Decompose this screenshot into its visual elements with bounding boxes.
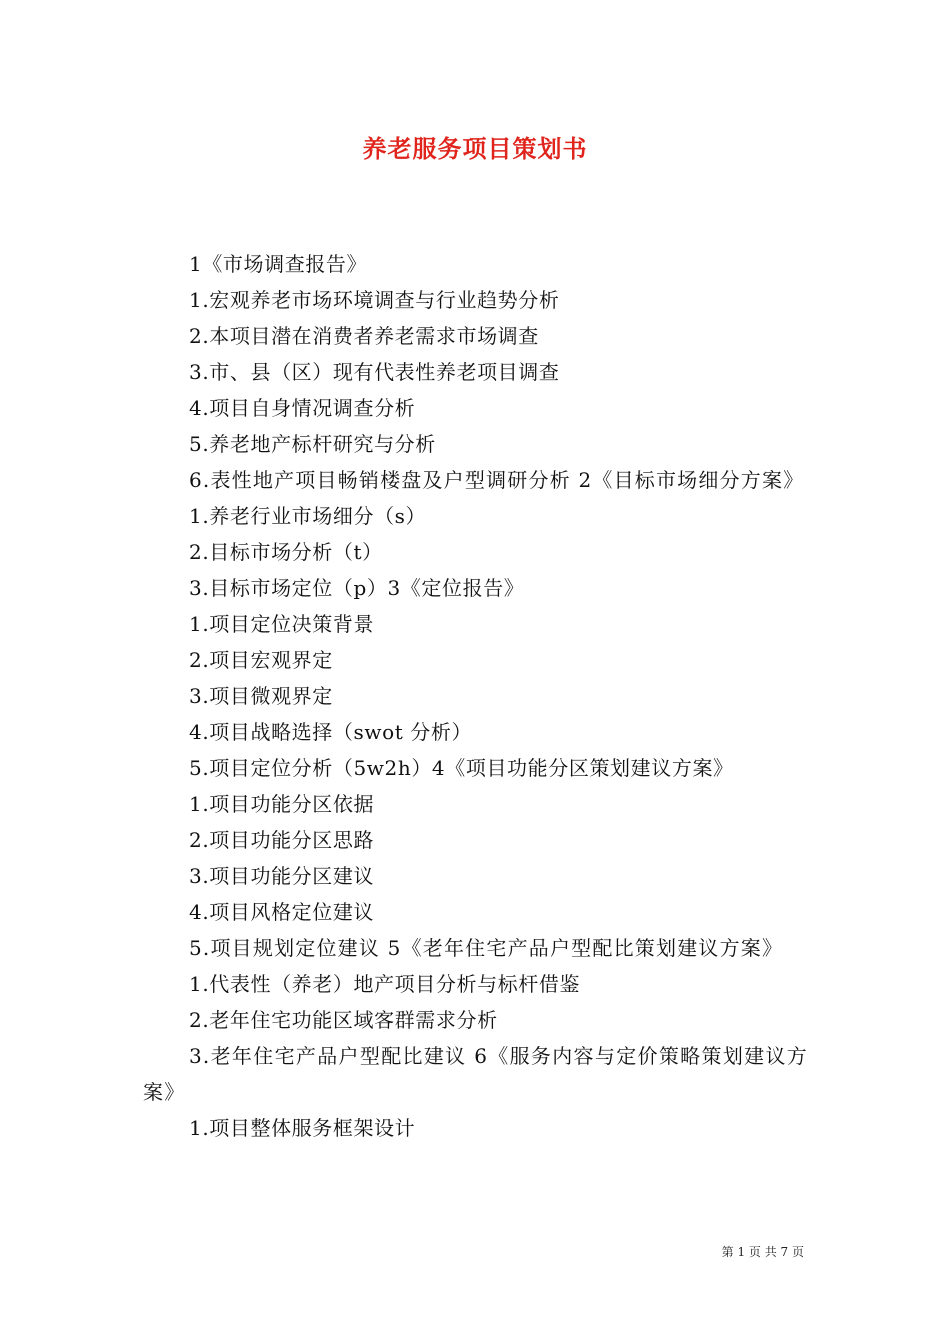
list-item: 3.目标市场定位（p）3《定位报告》 bbox=[189, 576, 525, 600]
list-item: 1.代表性（养老）地产项目分析与标杆借鉴 bbox=[189, 972, 581, 996]
list-item: 1.宏观养老市场环境调查与行业趋势分析 bbox=[189, 288, 560, 312]
list-item: 1.项目功能分区依据 bbox=[189, 792, 375, 816]
document-title: 养老服务项目策划书 bbox=[362, 134, 588, 163]
list-item: 2.本项目潜在消费者养老需求市场调查 bbox=[189, 324, 539, 348]
section-heading: 1《市场调查报告》 bbox=[189, 252, 368, 276]
list-item: 3.市、县（区）现有代表性养老项目调查 bbox=[189, 360, 560, 384]
list-item: 4.项目战略选择（swot 分析） bbox=[189, 720, 473, 744]
list-item: 3.项目微观界定 bbox=[189, 684, 333, 708]
list-item: 6.表性地产项目畅销楼盘及户型调研分析 2《目标市场细分方案》 bbox=[189, 468, 805, 492]
list-item: 5.项目规划定位建议 5《老年住宅产品户型配比策划建议方案》 bbox=[189, 936, 784, 960]
list-item: 5.养老地产标杆研究与分析 bbox=[189, 432, 436, 456]
list-item: 2.项目宏观界定 bbox=[189, 648, 333, 672]
list-item: 4.项目风格定位建议 bbox=[189, 900, 375, 924]
list-item: 2.项目功能分区思路 bbox=[189, 828, 375, 852]
list-item: 3.老年住宅产品户型配比建议 6《服务内容与定价策略策划建议方案》 bbox=[143, 1044, 808, 1104]
list-item: 1.项目整体服务框架设计 bbox=[189, 1116, 416, 1140]
document-body bbox=[143, 246, 808, 1146]
list-item: 1.养老行业市场细分（s） bbox=[189, 504, 427, 528]
list-item: 2.老年住宅功能区域客群需求分析 bbox=[189, 1008, 498, 1032]
list-item: 3.项目功能分区建议 bbox=[189, 864, 375, 888]
list-item: 2.目标市场分析（t） bbox=[189, 540, 383, 564]
list-item: 4.项目自身情况调查分析 bbox=[189, 396, 416, 420]
list-item: 1.项目定位决策背景 bbox=[189, 612, 375, 636]
page-number: 第 1 页 共 7 页 bbox=[721, 1245, 804, 1259]
list-item: 5.项目定位分析（5w2h）4《项目功能分区策划建议方案》 bbox=[189, 756, 734, 780]
